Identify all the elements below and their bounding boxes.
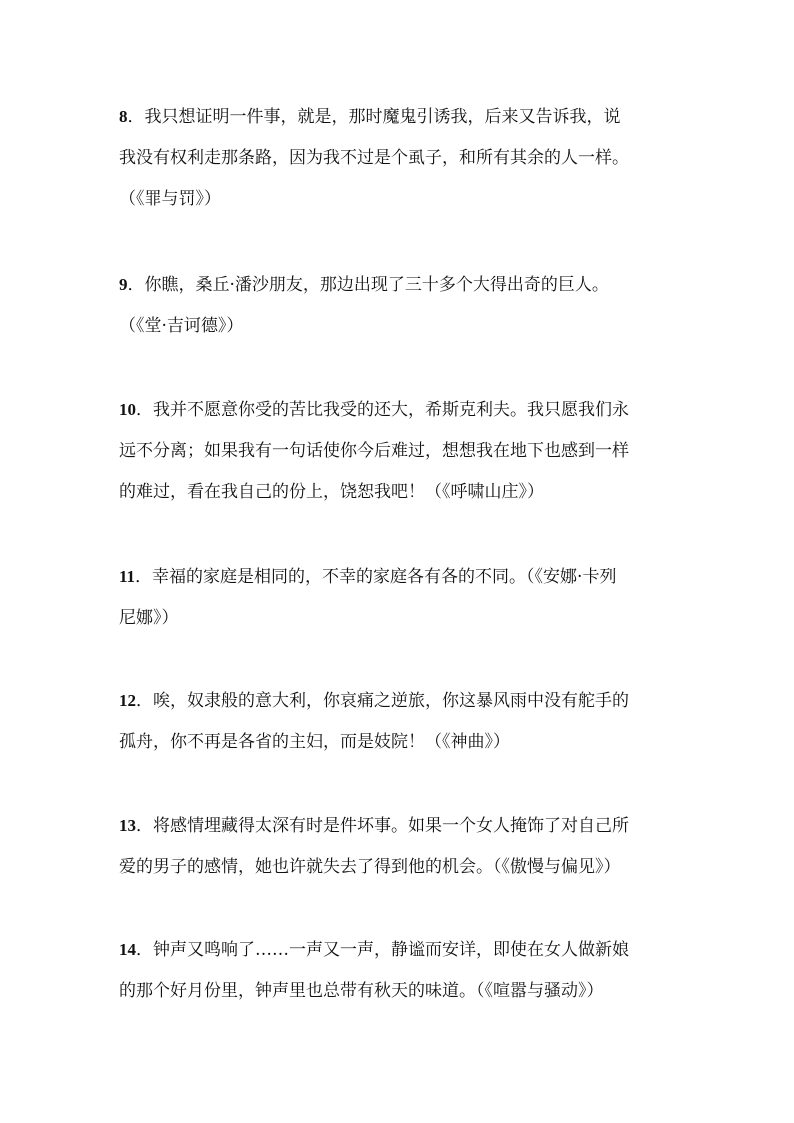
quote-10 bbox=[119, 389, 689, 513]
quote-line: （《罪与罚》） bbox=[119, 189, 221, 209]
quote-number: 11 bbox=[119, 567, 136, 586]
quote-line: 爱的男子的感情，她也许就失去了得到他的机会。（《傲慢与偏见》） bbox=[119, 857, 621, 877]
quote-line: 12．唉，奴隶般的意大利，你哀痛之逆旅，你这暴风雨中没有舵手的 bbox=[119, 691, 629, 711]
quote-line: 11．幸福的家庭是相同的，不幸的家庭各有各的不同。（《安娜·卡列 bbox=[119, 567, 617, 587]
quote-line: 尼娜》） bbox=[119, 608, 179, 628]
quote-number: 10 bbox=[119, 400, 136, 419]
quote-line: 10．我并不愿意你受的苦比我受的还大，希斯克利夫。我只愿我们永 bbox=[119, 400, 629, 420]
quote-14 bbox=[119, 929, 689, 1012]
quote-line: 的难过，看在我自己的份上，饶恕我吧！（《呼啸山庄》） bbox=[119, 482, 544, 502]
quote-13 bbox=[119, 805, 689, 888]
quote-line: 9．你瞧，桑丘·潘沙朋友，那边出现了三十多个大得出奇的巨人。 bbox=[119, 275, 609, 295]
quote-line: 8．我只想证明一件事，就是，那时魔鬼引诱我，后来又告诉我，说 bbox=[119, 107, 621, 127]
quote-line: 孤舟，你不再是各省的主妇，而是妓院！（《神曲》） bbox=[119, 732, 510, 752]
quote-number: 9 bbox=[119, 275, 128, 294]
quote-number: 8 bbox=[119, 107, 128, 126]
quote-line: 13．将感情埋藏得太深有时是件坏事。如果一个女人掩饰了对自己所 bbox=[119, 816, 629, 836]
quote-11 bbox=[119, 556, 689, 639]
quote-9 bbox=[119, 264, 689, 347]
quote-line: 我没有权利走那条路，因为我不过是个虱子，和所有其余的人一样。 bbox=[119, 148, 629, 168]
quote-line: 14．钟声又鸣响了……一声又一声，静谧而安详，即使在女人做新娘 bbox=[119, 940, 629, 960]
quote-8 bbox=[119, 96, 689, 220]
quote-12 bbox=[119, 680, 689, 763]
quote-number: 14 bbox=[119, 940, 136, 959]
quote-number: 12 bbox=[119, 691, 136, 710]
quote-number: 13 bbox=[119, 816, 136, 835]
quote-line: 远不分离；如果我有一句话使你今后难过，想想我在地下也感到一样 bbox=[119, 441, 629, 461]
quote-line: （《堂·吉诃德》） bbox=[119, 316, 244, 336]
quote-line: 的那个好月份里，钟声里也总带有秋天的味道。（《喧嚣与骚动》） bbox=[119, 981, 604, 1001]
